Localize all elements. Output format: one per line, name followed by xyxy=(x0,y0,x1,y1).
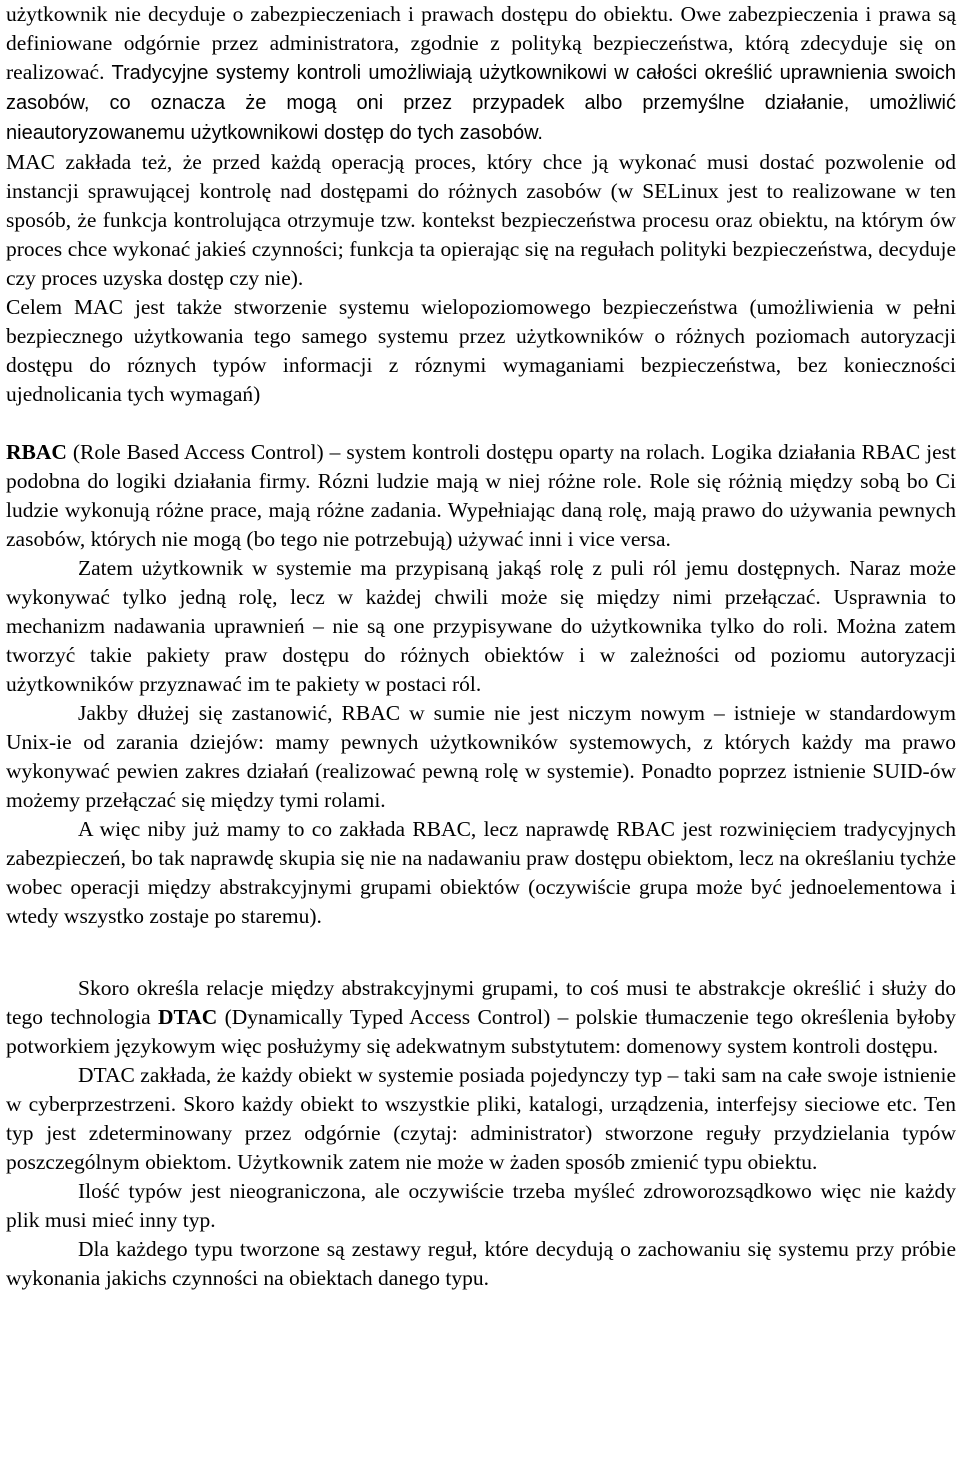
rbac-definition-text: (Role Based Access Control) – system kontroli dostępu oparty na rolach. Logika działania RBAC jest podobna do logiki działania firmy. Rózni ludzie mają w niej różne role. Role się różnią między sobą bo Ci ludzie wykonują różne prace, mają różne zadania. Wypełniając daną rolę, mają prawo do używania pewnych zasobów, których nie mogą (bo tego nie potrzebują) używać inni i vice versa. xyxy=(6,440,956,551)
paragraph-mac-intro-part1: użytkownik nie decyduje o zabezpieczeniach i prawach dostępu do obiektu. Owe zabezpieczenia i prawa są definiowane odgórnie przez administratora, zgodnie z polityką bezpieczeństwa, którą zdecyduje się on realizować. xyxy=(6,2,956,84)
dtac-text-part1: Skoro określa relacje między abstrakcyjnymi grupami, to coś musi te abstrakcje określić i służy do tego technologia xyxy=(6,976,956,1029)
paragraph-mac-intro xyxy=(6,0,956,148)
paragraph-dtac-types: DTAC zakłada, że każdy obiekt w systemie posiada pojedynczy typ – taki sam na całe swoje istnienie w cyberprzestrzeni. Skoro każdy obiekt to wszystkie pliki, katalogi, urządzenia, interfejsy sieciowe etc. Ten typ jest zdeterminowany przez odgórnie (czytaj: administrator) stworzone reguły przydzielania typów poszczególnym obiektom. Użytkownik zatem nie może w żaden sposób zmienić typu obiektu. xyxy=(6,1063,956,1174)
paragraph-dtac-definition xyxy=(6,974,956,1061)
paragraph-mac-intro-part2: Tradycyjne systemy kontroli umożliwiają użytkownikowi w całości określić uprawnienia swoich zasobów, co oznacza że mogą oni przez przypadek albo przemyślne działanie, umożliwić nieautoryzowanemu użytkownikowi dostęp do tych zasobów. xyxy=(6,62,956,144)
paragraph-rbac-extension: A więc niby już mamy to co zakłada RBAC, lecz naprawdę RBAC jest rozwinięciem tradycyjnych zabezpieczeń, bo tak naprawdę skupia się nie na nadawaniu praw dostępu obiektom, lecz na określaniu tychże wobec operacji między abstrakcyjnymi grupami obiektów (oczywiście grupa może być jednoelementowa i wtedy wszystko zostaje po staremu). xyxy=(6,817,956,928)
paragraph-dtac-rules: Dla każdego typu tworzone są zestawy reguł, które decydują o zachowaniu się systemu przy próbie wykonania jakichs czynności na obiektach danego typu. xyxy=(6,1237,956,1290)
paragraph-rbac-roles: Zatem użytkownik w systemie ma przypisaną jakąś rolę z puli ról jemu dostępnych. Naraz może wykonywać tylko jedną rolę, lecz w każdej chwili może się między nimi przełączać. Usprawnia to mechanizm nadawania uprawnień – nie są one przypisywane do użytkownika tylko do roli. Można zatem tworzyć takie pakiety praw dostępu do różnych obiektów i w zależności od poziomu autoryzacji użytkowników przyznawać im te pakiety w postaci ról. xyxy=(6,556,956,696)
paragraph-dtac-type-count: Ilość typów jest nieograniczona, ale oczywiście trzeba myśleć zdroworozsądkowo więc nie każdy plik musi mieć inny typ. xyxy=(6,1179,956,1232)
document-page xyxy=(6,0,956,1293)
paragraph-mac-goal: Celem MAC jest także stworzenie systemu wielopoziomowego bezpieczeństwa (umożliwienia w pełni bezpiecznego użytkowania tego samego systemu przez użytkowników o różnych poziomach autoryzacji dostępu do róznych typów informacji z róznymi wymaganiami bezpieczeństwa, bez konieczności ujednolicania tych wymagań) xyxy=(6,295,956,406)
paragraph-rbac-unix: Jakby dłużej się zastanowić, RBAC w sumie nie jest niczym nowym – istnieje w standardowym Unix-ie od zarania dziejów: mamy pewnych użytkowników systemowych, z których każdy ma prawo wykonywać pewien zakres działań (realizować pewną rolę w systemie). Ponadto poprzez istnienie SUID-ów możemy przełączać się między tymi rolami. xyxy=(6,701,956,812)
paragraph-mac-permission: MAC zakłada też, że przed każdą operacją proces, który chce ją wykonać musi dostać pozwolenie od instancji sprawującej kontrolę nad dostępami do różnych zasobów (w SELinux jest to realizowane w ten sposób, że funkcja kontrolująca otrzymuje tzw. kontekst bezpieczeństwa procesu oraz obiektu, na którym ów proces chce wykonać jakieś czynności; funkcja ta opierając się na regułach polityki bezpieczeństwa, decyduje czy proces uzyska dostęp czy nie). xyxy=(6,150,956,290)
rbac-term: RBAC xyxy=(6,440,67,464)
dtac-text-part2: (Dynamically Typed Access Control) – polskie tłumaczenie tego określenia byłoby potworkiem językowym więc posłużymy się adekwatnym substytutem: domenowy system kontroli dostępu. xyxy=(6,1005,956,1058)
dtac-term: DTAC xyxy=(157,1005,218,1029)
paragraph-rbac-definition xyxy=(6,438,956,554)
